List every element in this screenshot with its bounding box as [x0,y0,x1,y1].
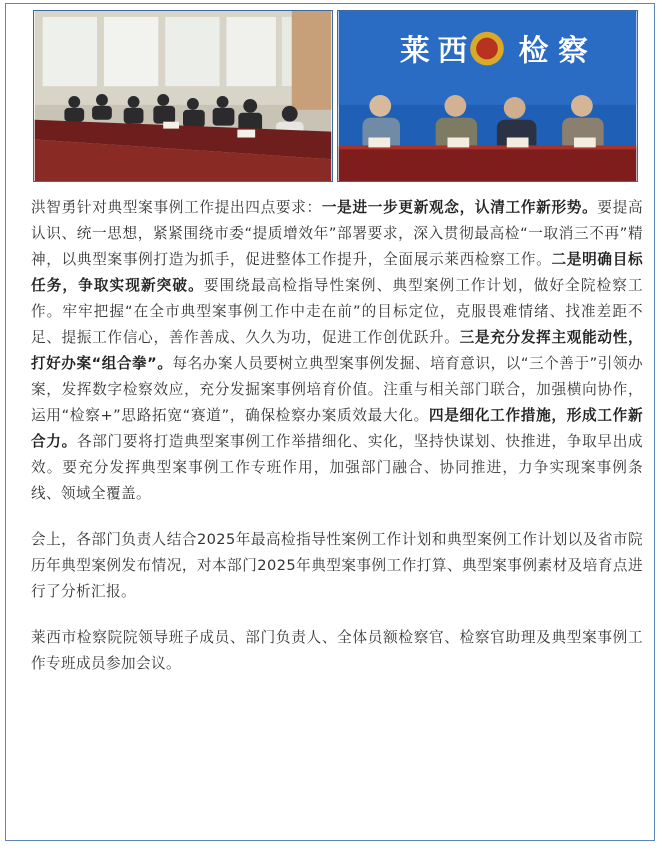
press-conference-photo [337,10,638,182]
article-body [31,195,643,697]
svg-text:西: 西 [437,32,468,68]
p1-intro: 洪智勇针对典型案事例工作提出四点要求： [31,199,322,216]
p1-heading-2: 二是明确目标任务，争取实现新突破。 [31,251,644,294]
photo-row [33,10,638,182]
p1-body-3: 每名办案人员要树立典型案事例发掘、培育意识，以“三个善于”引领办案，发挥数字检察效应，充分发掘案事例培育价值。注重与相关部门联合，加强横向协作，运用“检察+”思路拓宽“赛道”，确保检察办案质效最大化。 [31,355,643,424]
paragraph-requirements [31,195,643,507]
p1-body-4: 各部门要将打造典型案事例工作举措细化、实化，坚持快谋划、快推进，争取早出成效。要充分发挥典型案事例工作专班作用，加强部门融合、协同推进，力争实现案事例条线、领域全覆盖。 [31,433,644,502]
p1-body-2: 要围绕最高检指导性案例、典型案例工作计划，做好全院检察工作。牢牢把握“在全市典型案事例工作中走在前”的目标定位，克服畏难情绪、找准差距不足、提振工作信心，善作善成、久久为功，促进工作创优跃升。 [31,277,644,346]
p1-heading-3: 三是充分发挥主观能动性，打好办案“组合拳”。 [31,329,644,372]
p1-heading-4: 四是细化工作措施，形成工作新合力。 [31,407,643,450]
article-frame [5,3,655,841]
svg-text:检: 检 [518,32,549,68]
paragraph-report: 会上，各部门负责人结合2025年最高检指导性案例工作计划和典型案例工作计划以及省市院历年典型案例发布情况，对本部门2025年典型案事例工作打算、典型案事例素材及培育点进行了分析汇报。 [31,531,643,600]
svg-text:莱: 莱 [400,32,430,68]
meeting-room-photo [33,10,333,182]
p1-heading-1: 一是进一步更新观念，认清工作新形势。 [321,199,598,216]
svg-text:察: 察 [558,32,588,68]
paragraph-attendees: 莱西市检察院院领导班子成员、部门负责人、全体员额检察官、检察官助理及典型案事例工作专班成员参加会议。 [31,629,643,672]
p1-body-1: 要提高认识、统一思想，紧紧围绕市委“提质增效年”部署要求，深入贯彻最高检“一取消三不再”精神，以典型案事例打造为抓手，促进整体工作提升，全面展示莱西检察工作。 [31,199,643,268]
